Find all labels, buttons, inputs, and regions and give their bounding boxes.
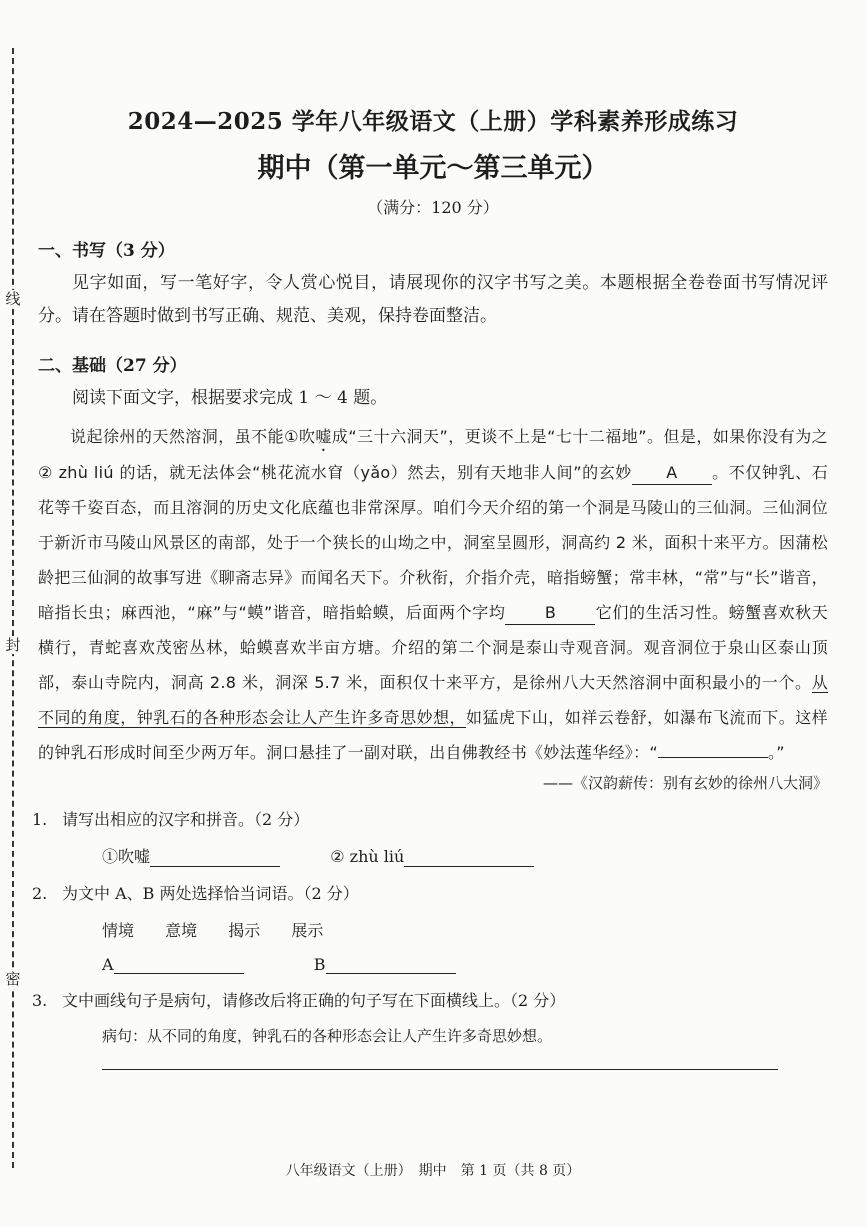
question-2-number: 2. [32,884,48,903]
q2-answer-b[interactable] [326,957,456,974]
q2-answer-a[interactable] [114,957,244,974]
word-option: 揭示 [228,921,261,940]
question-1-answers [38,844,828,867]
page-footer: 八年级语文（上册） 期中 第 1 页（共 8 页） [285,1163,581,1179]
sick-sentence-underlined: 从不同的角度，钟乳石的各种形态会让人产生许多奇思妙想， [38,673,828,727]
q2-label-b: B [313,955,326,974]
question-3-text: 文中画线句子是病句，请修改后将正确的句子写在下面横线上。（2 分） [62,991,566,1010]
q3-answer-line[interactable] [102,1068,778,1070]
blank-b[interactable]: B [505,602,595,625]
question-1 [32,807,828,830]
passage-part-3: 它们的生活习性。螃蟹喜欢秋天横行，青蛇喜欢茂密丛林，蛤蟆喜欢半亩方塘。介绍的第二个洞是泰山寺观音洞。观音洞位于泉山区泰山顶部，泰山寺院内，洞高 2.8 米，洞深 5.7 米，面积仅十来平方，是徐州八大天然溶洞中面积最小的一个。 [38,603,828,692]
word-option: 展示 [291,921,324,940]
section-2-heading: 二、基础（27 分） [38,356,187,376]
q1-answer-a[interactable] [150,850,280,867]
passage-part-1: 说起徐州的天然溶洞，虽不能①吹 [70,427,316,446]
question-2-text: 为文中 A、B 两处选择恰当词语。（2 分） [62,884,359,903]
full-score: （满分：120 分） [367,198,499,217]
passage-part-4-end: 。” [768,743,785,762]
blank-a[interactable]: A [632,462,712,485]
question-2 [32,881,828,904]
binding-mark-seal: 封 [5,636,21,654]
q2-label-a: A [102,955,114,974]
binding-mark-secret: 密 [5,970,21,988]
passage-part-2: 。不仅钟乳、石花等千姿百态，而且溶洞的历史文化底蕴也非常深厚。咱们今天介绍的第一个洞是马陵山的三仙洞。三仙洞位于新沂市马陵山风景区的南部，处于一个狭长的山坳之中，洞室呈圆形，洞高约 2 米，面积十来平方。因蒲松龄把三仙洞的故事写进《聊斋志异》而闻名天下。介秋衔，介指介壳，暗指螃蟹；常丰林，“常”与“长”谐音，暗指长虫；麻西池，“麻”与“蟆”谐音，暗指蛤蟆，后面两个字均 [38,463,828,622]
reading-instruction: 阅读下面文字，根据要求完成 1 ～ 4 题。 [72,388,388,408]
exam-page [32,0,828,1179]
question-2-answers [38,955,828,974]
passage-source: ——《汉韵薪传：别有玄妙的徐州八大洞》 [542,774,828,792]
exam-title: 2024—2025 学年八年级语文（上册）学科素养形成练习 [127,108,739,135]
passage-part-4: 如猛虎下山，如祥云卷舒，如瀑布飞流而下。这样的钟乳石形成时间至少两万年。洞口悬挂了一副对联，出自佛教经书《妙法莲华经》：“ [38,708,828,762]
q1-answer-b[interactable] [404,850,534,867]
blank-couplet[interactable] [658,757,768,758]
exam-subtitle: 期中（第一单元～第三单元） [257,153,609,184]
question-3-number: 3. [32,991,48,1010]
section-1-heading: 一、书写（3 分） [38,241,175,261]
passage-part-1b: 成“三十六洞天”，更谈不上是“七十二福地”。但是，如果你没有为之② zhù liú 的话，就无法体会“桃花流水窅（yǎo）然去，别有天地非人间”的玄妙 [38,427,828,482]
word-option: 情境 [102,921,135,940]
question-2-word-options [38,918,828,941]
q1-item-a: ①吹嘘 [102,847,151,866]
question-3 [32,988,828,1011]
dotted-char: 嘘 [315,427,332,446]
section-1-text: 见字如面，写一笔好字，令人赏心悦目，请展现你的汉字书写之美。本题根据全卷卷面书写情况评分。请在答题时做到书写正确、规范、美观，保持卷面整洁。 [38,273,828,326]
binding-mark-line: 线 [5,290,21,308]
q1-item-b: ② zhù liú [330,847,405,866]
question-3-sick-sentence: 病句：从不同的角度，钟乳石的各种形态会让人产生许多奇思妙想。 [102,1027,553,1045]
question-1-number: 1. [32,810,48,829]
binding-dashed-line [12,48,14,1168]
question-1-text: 请写出相应的汉字和拼音。（2 分） [62,810,310,829]
reading-passage [38,419,828,770]
word-option: 意境 [165,921,198,940]
